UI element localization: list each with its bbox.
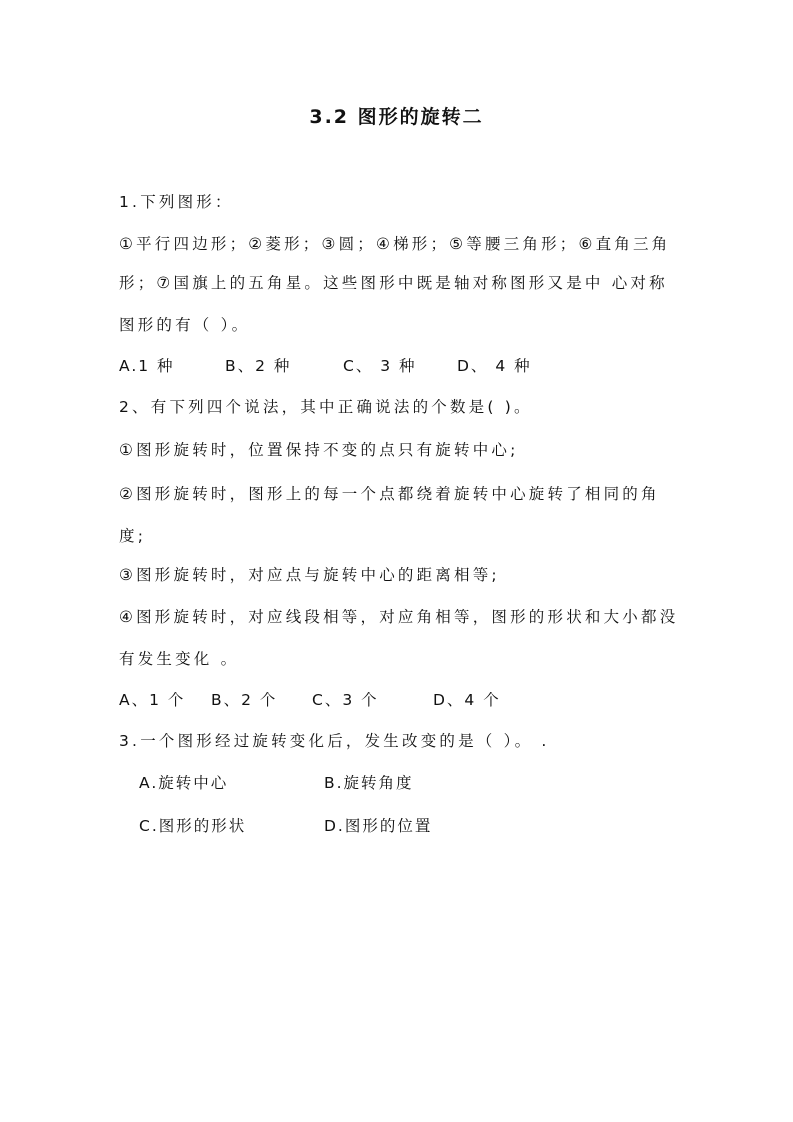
q2-statement-4-line-2: 有发生变化 。 bbox=[119, 650, 240, 668]
q1-stem-line-4: 图形的有（ ）。 bbox=[119, 316, 251, 334]
q3-option-a: A.旋转中心 bbox=[139, 774, 229, 792]
q2-option-a: A、1 个 bbox=[119, 691, 186, 709]
q1-stem-line-2: ①平行四边形；②菱形；③圆；④梯形；⑤等腰三角形；⑥直角三角 bbox=[119, 235, 671, 253]
q3-option-b: B.旋转角度 bbox=[324, 774, 414, 792]
q2-option-c: C、3 个 bbox=[312, 691, 379, 709]
q1-option-b: B、2 种 bbox=[225, 357, 292, 375]
q3-option-c: C.图形的形状 bbox=[139, 817, 247, 835]
q2-statement-1: ①图形旋转时，位置保持不变的点只有旋转中心; bbox=[119, 441, 519, 459]
q2-option-b: B、2 个 bbox=[211, 691, 278, 709]
q1-stem-line-3: 形；⑦国旗上的五角星。这些图形中既是轴对称图形又是中 心对称 bbox=[119, 274, 668, 292]
q2-statement-2-line-2: 度; bbox=[119, 527, 147, 545]
q1-stem-line-1: 1.下列图形： bbox=[119, 193, 234, 211]
page-title: 3.2 图形的旋转二 bbox=[309, 106, 484, 128]
q3-option-d: D.图形的位置 bbox=[324, 817, 433, 835]
q1-option-d: D、 4 种 bbox=[457, 357, 532, 375]
q2-statement-2-line-1: ②图形旋转时，图形上的每一个点都绕着旋转中心旋转了相同的角 bbox=[119, 485, 660, 503]
q1-option-a: A.1 种 bbox=[119, 357, 175, 375]
q2-statement-4-line-1: ④图形旋转时，对应线段相等，对应角相等，图形的形状和大小都没 bbox=[119, 608, 679, 626]
q2-option-d: D、4 个 bbox=[433, 691, 501, 709]
q3-stem: 3.一个图形经过旋转变化后，发生改变的是（ ）。 . bbox=[119, 732, 550, 750]
q1-option-c: C、 3 种 bbox=[343, 357, 417, 375]
q2-statement-3: ③图形旋转时，对应点与旋转中心的距离相等; bbox=[119, 566, 500, 584]
q2-stem: 2、有下列四个说法，其中正确说法的个数是( )。 bbox=[119, 398, 533, 416]
